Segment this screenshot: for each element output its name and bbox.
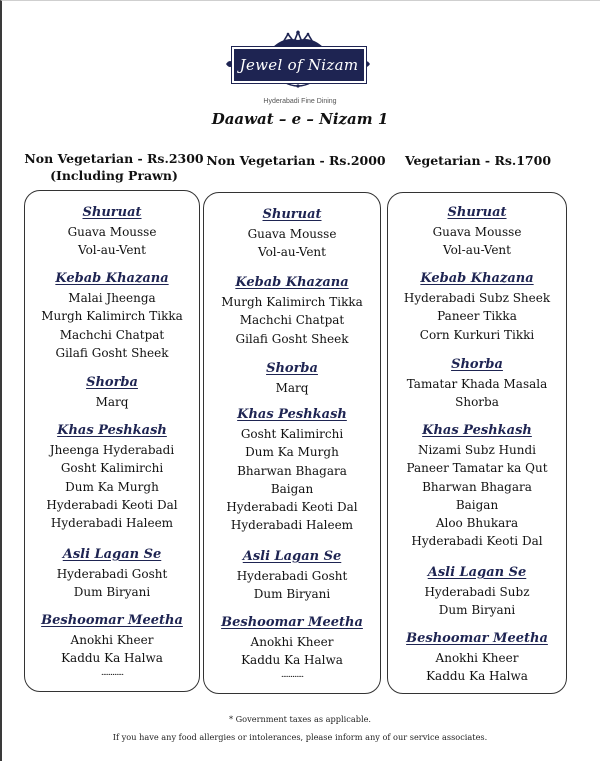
menu-item: Guava Mousse: [247, 227, 337, 241]
section-shorba: [25, 373, 199, 411]
menu-item: Dum Biryani: [73, 585, 151, 600]
menu-box-veg-1700: [387, 192, 567, 694]
menu-item: Bharwan Bhagara: [237, 463, 347, 478]
menu-item: Kaddu Ka Halwa: [61, 651, 163, 666]
footer-allergy-note: If you have any food allergies or intolerances, please inform any of our service associates.: [112, 732, 488, 742]
menu-title: Daawat – e – Nizam 1: [211, 110, 389, 128]
section-title: Beshoomar Meetha: [406, 631, 548, 646]
menu-item: Jheenga Hyderabadi: [49, 443, 175, 457]
section-title: Khas Peshkash: [57, 423, 167, 438]
restaurant-logo: [224, 30, 372, 92]
section-khas-peshkash: [204, 405, 380, 535]
column-header-veg-1700: [388, 152, 568, 169]
menu-item: Tamatar Khada Masala: [406, 377, 548, 391]
section-shuruat: [388, 203, 566, 260]
column-header-nonveg-2000: [206, 152, 386, 169]
menu-item: Corn Kurkuri Tikki: [419, 327, 535, 342]
menu-item: Hyderabadi Haleem: [230, 518, 354, 533]
section-shuruat: [25, 203, 199, 260]
column-header-price: Non Vegetarian - Rs.2000: [206, 153, 386, 168]
section-title: Asli Lagan Se: [427, 565, 527, 580]
menu-item: Hyderabadi Subz Sheek: [403, 291, 551, 305]
menu-item: Dum Biryani: [253, 587, 331, 602]
column-header-note: (Including Prawn): [50, 168, 178, 183]
menu-item: Aloo Bhukara: [435, 516, 519, 531]
menu-item: Paneer Tamatar ka Qut: [406, 461, 548, 476]
menu-item: Marq: [275, 381, 309, 395]
menu-item: Guava Mousse: [67, 225, 157, 239]
section-title: Kebab Khazana: [55, 271, 169, 286]
menu-box-nonveg-2000: [203, 192, 381, 694]
menu-item: Anokhi Kheer: [435, 651, 519, 665]
menu-item: Hyderabadi Haleem: [50, 516, 174, 531]
column-header-price: Vegetarian - Rs.1700: [404, 153, 552, 168]
menu-item: Hyderabadi Keoti Dal: [46, 497, 178, 512]
section-title: Asli Lagan Se: [242, 549, 342, 564]
menu-item: Bharwan Bhagara: [422, 479, 532, 494]
section-khas-peshkash: [25, 421, 199, 532]
trailing-dots: ............: [280, 669, 304, 680]
menu-item: Nizami Subz Hundi: [417, 443, 537, 457]
menu-item: Guava Mousse: [432, 225, 522, 239]
section-title: Shuruat: [447, 205, 507, 220]
section-asli-lagan-se: [388, 563, 566, 620]
column-header-nonveg-2300: [22, 150, 206, 184]
section-title: Khas Peshkash: [237, 407, 347, 422]
menu-item: Gilafi Gosht Sheek: [235, 331, 349, 346]
section-title: Kebab Khazana: [235, 275, 349, 290]
menu-item: Hyderabadi Subz: [424, 585, 530, 599]
section-kebab-khazana: [204, 273, 380, 348]
section-kebab-khazana: [25, 269, 199, 362]
menu-item: Malai Jheenga: [68, 291, 156, 305]
menu-item: Dum Ka Murgh: [245, 445, 339, 460]
menu-item: Shorba: [455, 395, 499, 410]
menu-item: Machchi Chatpat: [59, 327, 165, 342]
section-title: Kebab Khazana: [420, 271, 534, 286]
section-title: Shorba: [86, 375, 138, 390]
section-title: Shorba: [451, 357, 503, 372]
menu-box-nonveg-2300: [24, 190, 200, 692]
section-title: Asli Lagan Se: [62, 547, 162, 562]
section-title: Beshoomar Meetha: [41, 613, 183, 628]
menu-item: Hyderabadi Keoti Dal: [226, 500, 358, 515]
section-title: Shorba: [266, 361, 318, 376]
tagline: Hyderabadi Fine Dining: [263, 98, 337, 105]
menu-item: Gosht Kalimirchi: [60, 461, 164, 476]
menu-item: Anokhi Kheer: [70, 633, 154, 647]
section-shuruat: [204, 205, 380, 262]
menu-item: Machchi Chatpat: [239, 313, 345, 328]
section-title: Shuruat: [82, 205, 142, 220]
section-title: Khas Peshkash: [422, 423, 532, 438]
logo-plaque: [234, 49, 364, 81]
menu-item: Dum Biryani: [438, 603, 516, 618]
section-beshoomar-meetha: [388, 629, 566, 686]
section-shorba: [204, 359, 380, 397]
menu-item: Vol-au-Vent: [78, 243, 146, 258]
section-title: Beshoomar Meetha: [221, 615, 363, 630]
menu-item: Marq: [95, 395, 129, 409]
section-kebab-khazana: [388, 269, 566, 344]
section-asli-lagan-se: [204, 547, 380, 604]
logo-text: Jewel of Nizam: [239, 56, 359, 74]
section-title: Shuruat: [262, 207, 322, 222]
menu-item: Anokhi Kheer: [250, 635, 334, 649]
section-khas-peshkash: [388, 421, 566, 551]
section-shorba: [388, 355, 566, 412]
menu-item: Vol-au-Vent: [258, 245, 326, 260]
menu-item: Dum Ka Murgh: [65, 479, 159, 494]
footer-tax-note: * Government taxes as applicable.: [228, 714, 372, 724]
menu-item: Kaddu Ka Halwa: [426, 669, 528, 684]
trailing-dots: ............: [100, 667, 124, 678]
menu-item: Paneer Tikka: [437, 309, 517, 324]
section-beshoomar-meetha: [204, 613, 380, 680]
menu-item: Vol-au-Vent: [443, 243, 511, 258]
menu-item: Gosht Kalimirchi: [240, 427, 344, 441]
menu-item: Hyderabadi Keoti Dal: [411, 534, 543, 549]
section-asli-lagan-se: [25, 545, 199, 602]
menu-item: Baigan: [455, 497, 499, 512]
column-header-price: Non Vegetarian - Rs.2300: [24, 151, 204, 166]
menu-item: Baigan: [270, 481, 314, 496]
section-beshoomar-meetha: [25, 611, 199, 678]
menu-item: Gilafi Gosht Sheek: [55, 345, 169, 360]
menu-item: Murgh Kalimirch Tikka: [221, 295, 363, 309]
menu-item: Kaddu Ka Halwa: [241, 653, 343, 668]
menu-item: Hyderabadi Gosht: [236, 569, 348, 583]
menu-item: Murgh Kalimirch Tikka: [41, 309, 183, 324]
menu-item: Hyderabadi Gosht: [56, 567, 168, 581]
